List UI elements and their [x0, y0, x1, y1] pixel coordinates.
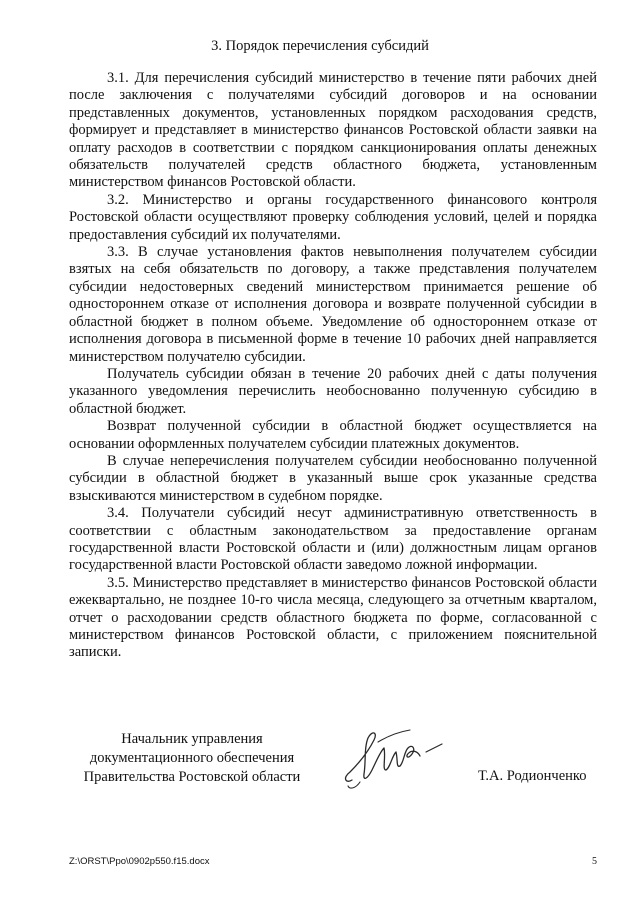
section-heading: 3. Порядок перечисления субсидий	[211, 38, 429, 54]
paragraph-3-1: 3.1. Для перечисления субсидий министерство в течение пяти рабочих дней после заключения с получателями субсидий договоров и на основании представленных документов, установленных порядком расходования средств, формирует и представляет в министерство финансов Ростовской области заявки на оплату расходов в соответствии с порядком санкционирования оплаты денежных обязательств получателей средств областного бюджета, установленным министерством финансов Ростовской области.	[69, 70, 597, 191]
document-body	[69, 70, 597, 662]
signatory-title-line: Правительства Ростовской области	[83, 769, 301, 785]
handwritten-signature	[338, 722, 448, 792]
paragraph-3-3: 3.3. В случае установления фактов невыполнения получателем субсидии взятых на себя обязательств по договору, а также представления получателем субсидии недостоверных сведений министерством принимается решение об одностороннем отказе от исполнения договора и возврате полученной субсидии в областной бюджет в полном объеме. Уведомление об одностороннем отказе от исполнения договора в письменной форме в течение 10 рабочих дней направляется министерством получателю субсидии.	[69, 244, 597, 365]
paragraph-refund-obligation: Получатель субсидии обязан в течение 20 рабочих дней с даты получения указанного уведомления перечислить необоснованно полученную субсидию в областной бюджет.	[69, 365, 597, 417]
paragraph-refund-basis: Возврат полученной субсидии в областной бюджет осуществляется на основании оформленных получателем субсидии платежных документов.	[69, 418, 597, 452]
page-number: 5	[592, 856, 597, 867]
signatory-title	[72, 730, 312, 787]
paragraph-3-2: 3.2. Министерство и органы государственного финансового контроля Ростовской области осуществляют проверку соблюдения условий, целей и порядка предоставления субсидий их получателями.	[69, 191, 597, 243]
signatory-title-line: документационного обеспечения	[89, 750, 295, 766]
paragraph-court-recovery: В случае неперечисления получателем субсидии необоснованно полученной субсидии в областной бюджет в указанный выше срок указанные средства взыскиваются министерством в судебном порядке.	[69, 452, 597, 504]
signatory-name: Т.А. Родионченко	[478, 768, 587, 784]
paragraph-3-5: 3.5. Министерство представляет в министерство финансов Ростовской области ежеквартально, не позднее 10-го числа месяца, следующего за отчетным кварталом, отчет о расходовании средств областного бюджета по форме, согласованной с министерством финансов Ростовской области, с приложением пояснительной записки.	[69, 574, 597, 661]
paragraph-3-4: 3.4. Получатели субсидий несут административную ответственность в соответствии с областным законодательством за предоставление органам государственной власти Ростовской области и (или) должностным лицам органов государственной власти Ростовской области заведомо ложной информации.	[69, 505, 597, 574]
file-path: Z:\ORST\Ppo\0902p550.f15.docx	[69, 856, 210, 867]
signatory-title-line: Начальник управления	[121, 731, 263, 747]
